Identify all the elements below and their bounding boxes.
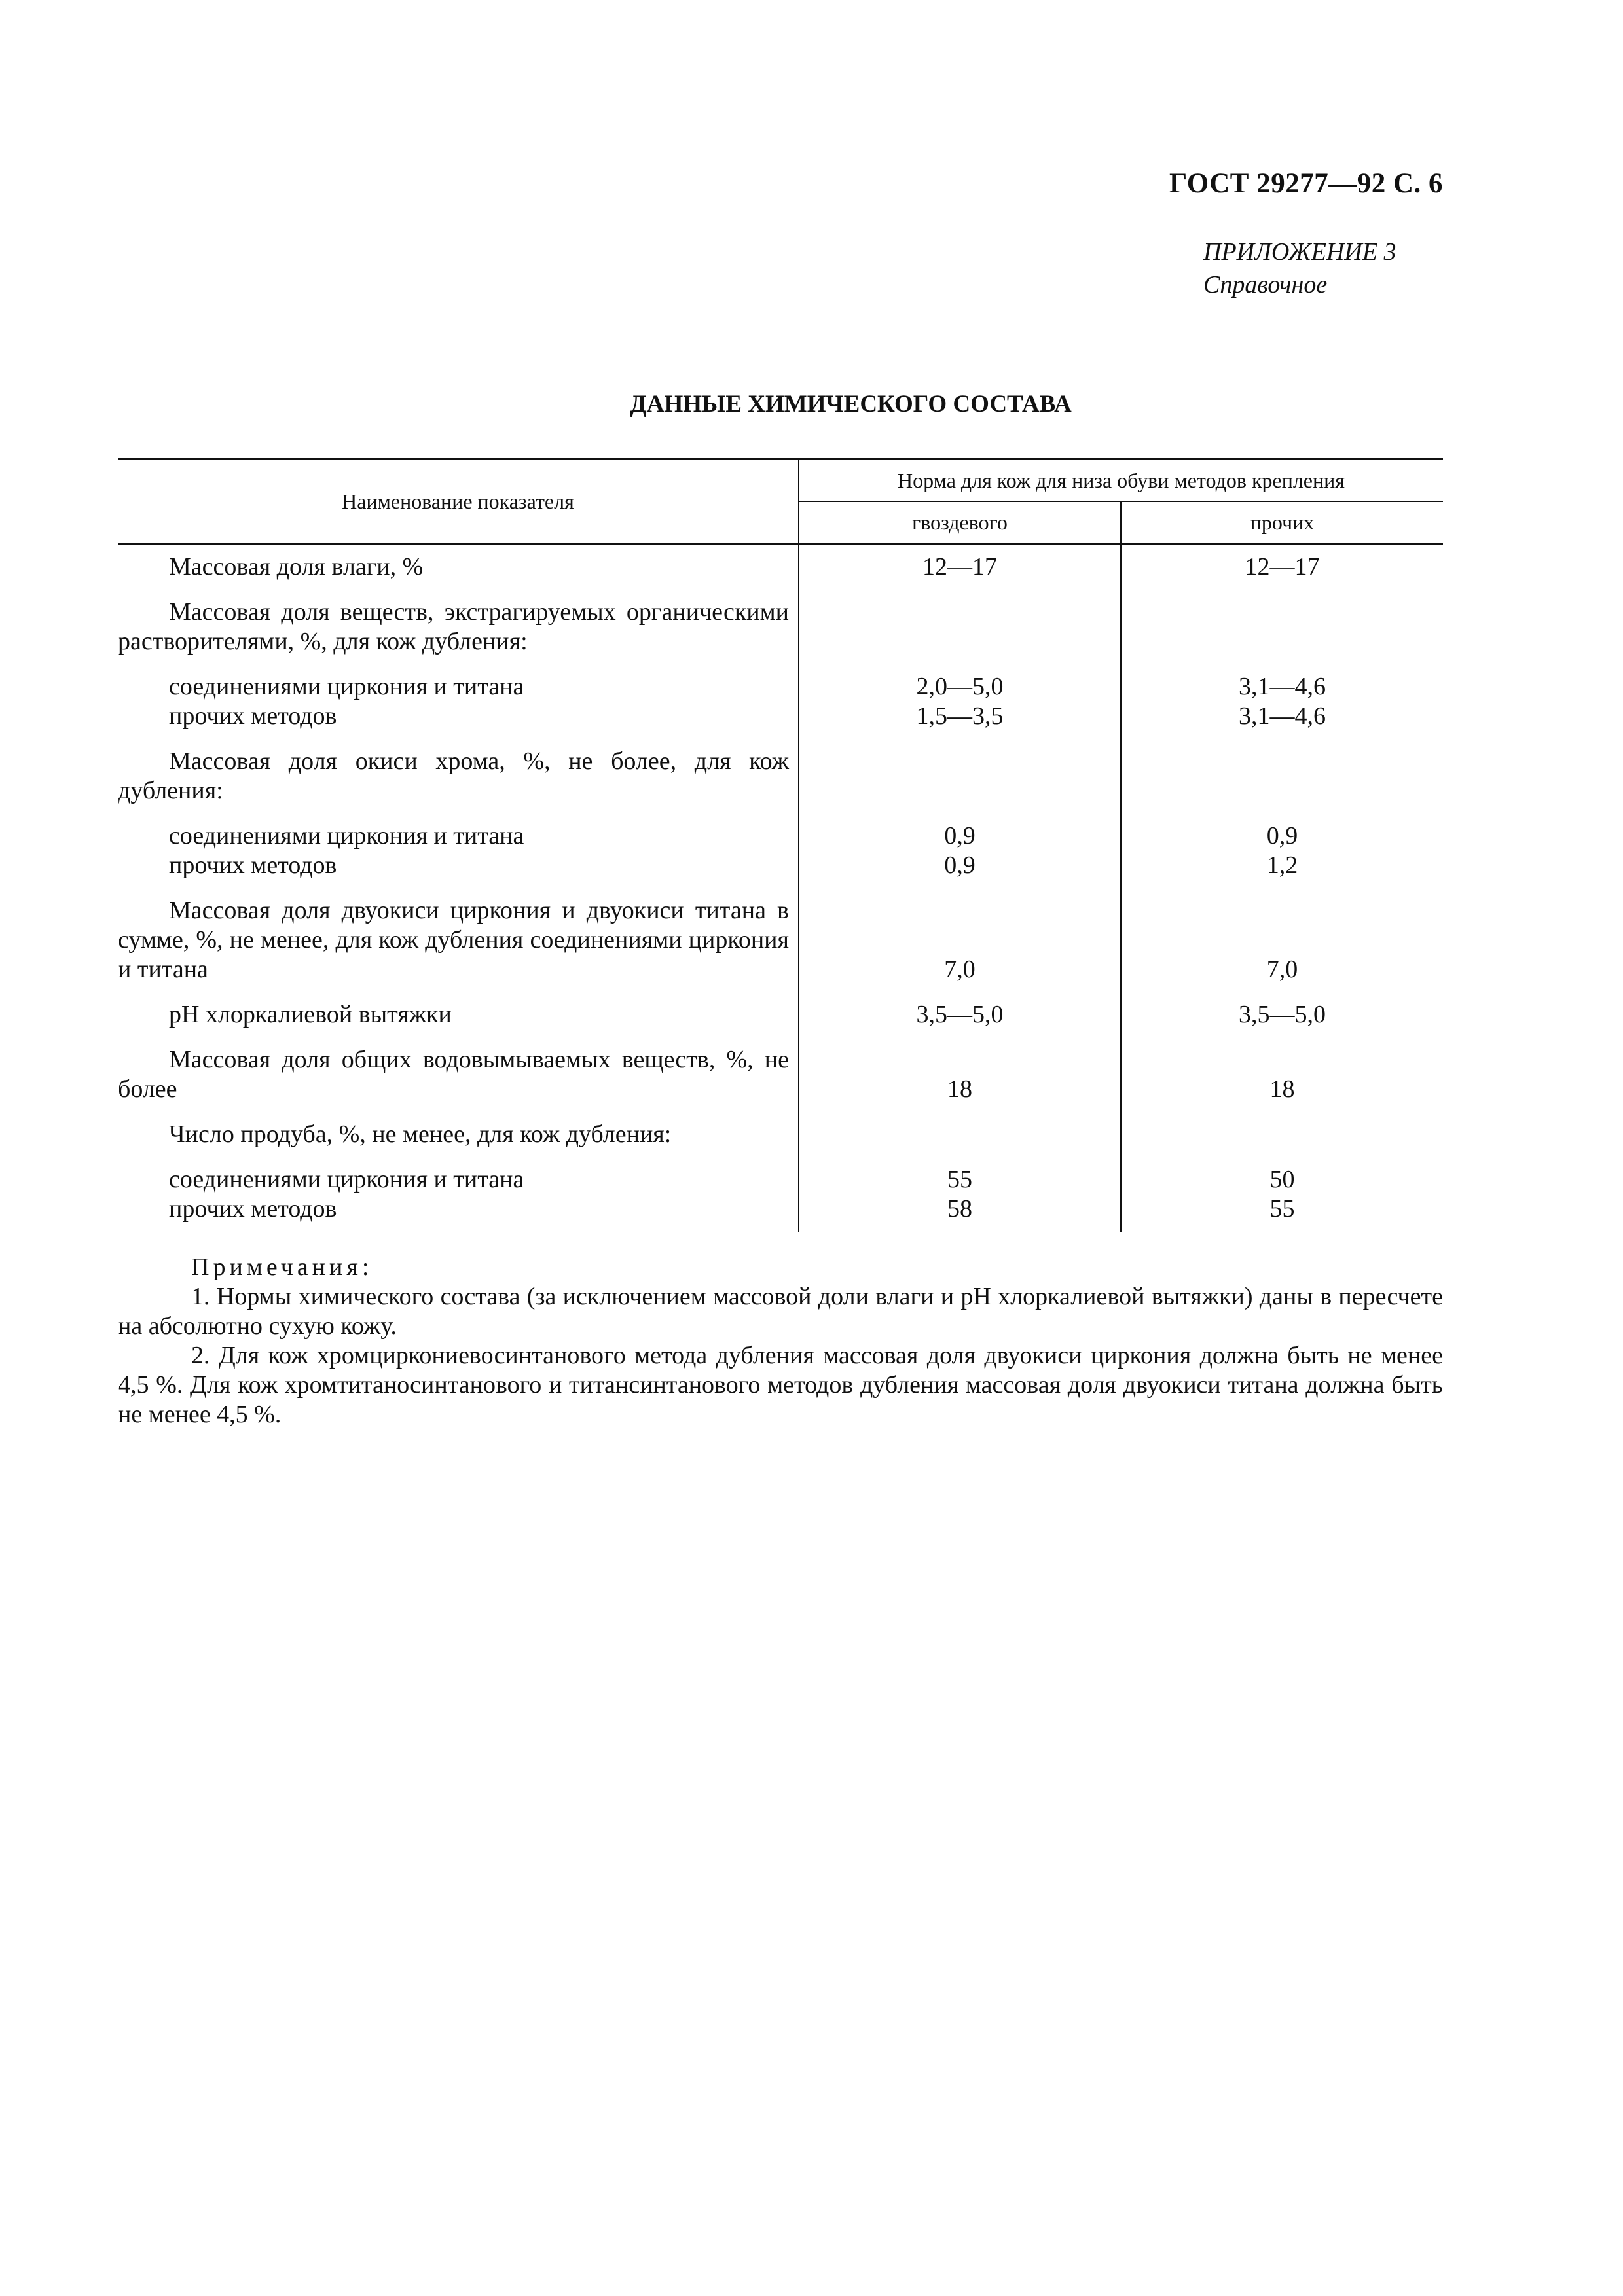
value-other: 3,1—4,6: [1239, 673, 1326, 700]
value-nail: 3,5—5,0: [799, 984, 1121, 1030]
appendix-type: Справочное: [1203, 271, 1328, 298]
indicator-name: прочих методов: [169, 1195, 337, 1223]
value-nail: [799, 731, 1121, 806]
indicator-name: Массовая доля общих водовымываемых веществ, %, не более: [118, 1046, 789, 1103]
column-header-nail: гвоздевого: [799, 501, 1121, 544]
indicator-name: Число продуба, %, не менее, для кож дубления:: [169, 1121, 672, 1148]
indicator-name: Массовая доля влаги, %: [169, 553, 424, 581]
value-other: [1121, 731, 1443, 806]
value-other: 50: [1269, 1166, 1295, 1193]
table-row: [118, 1194, 1443, 1232]
column-header-other: прочих: [1121, 501, 1443, 544]
value-other: 55: [1269, 1195, 1295, 1223]
indicator-name: прочих методов: [169, 852, 337, 879]
note-item: 1. Нормы химического состава (за исключением массовой доли влаги и pH хлоркалиевой вытяжки) даны в пересчете на абсолютно сухую кожу.: [118, 1283, 1443, 1340]
value-other: [1121, 582, 1443, 656]
table-row: [118, 851, 1443, 880]
indicator-name: pH хлоркалиевой вытяжки: [169, 1001, 452, 1028]
indicator-name: прочих методов: [169, 702, 337, 730]
value-nail: 0,9: [799, 851, 1121, 880]
value-nail: 55: [799, 1149, 1121, 1194]
indicator-name: соединениями циркония и титана: [169, 673, 524, 700]
value-other: 1,2: [1266, 852, 1298, 879]
indicator-name: Массовая доля двуокиси циркония и двуокиси титана в сумме, %, не менее, для кож дубления соединениями циркония и титана: [118, 897, 789, 983]
value-nail: [799, 582, 1121, 656]
appendix-label: ПРИЛОЖЕНИЕ 3: [1203, 238, 1396, 266]
table-row: [118, 806, 1443, 851]
indicator-name: соединениями циркония и титана: [169, 1166, 524, 1193]
indicator-name: соединениями циркония и титана: [169, 822, 524, 850]
indicator-name: Массовая доля веществ, экстрагируемых органическими растворителями, %, для кож дубления:: [118, 598, 789, 655]
value-nail: 58: [799, 1194, 1121, 1232]
value-nail: 18: [799, 1030, 1121, 1104]
value-other: 12—17: [1245, 553, 1320, 581]
notes-title: Примечания:: [191, 1253, 373, 1281]
value-other: 18: [1269, 1075, 1295, 1103]
value-nail: 0,9: [799, 806, 1121, 851]
value-other: 7,0: [1266, 956, 1298, 983]
column-header-indicator: Наименование показателя: [118, 459, 799, 544]
notes-section: [118, 1253, 1443, 1429]
value-nail: 7,0: [799, 880, 1121, 984]
column-header-norm-group: Норма для кож для низа обуви методов крепления: [799, 459, 1443, 502]
table-row: [118, 1030, 1443, 1104]
document-title: ДАННЫЕ ХИМИЧЕСКОГО СОСТАВА: [630, 391, 1072, 418]
indicator-name: Массовая доля окиси хрома, %, не более, для кож дубления:: [118, 747, 789, 804]
chemical-composition-table: [118, 458, 1443, 1232]
appendix-block: [1203, 236, 1396, 301]
table-row: [118, 731, 1443, 806]
value-other: 3,5—5,0: [1239, 1001, 1326, 1028]
table-row: [118, 582, 1443, 656]
value-nail: 12—17: [799, 544, 1121, 583]
value-nail: [799, 1104, 1121, 1149]
table-row: [118, 880, 1443, 984]
table-row: [118, 1104, 1443, 1149]
table-row: [118, 544, 1443, 583]
table-row: [118, 984, 1443, 1030]
table-row: [118, 1149, 1443, 1194]
table-row: [118, 702, 1443, 731]
value-other: 0,9: [1266, 822, 1298, 850]
table-row: [118, 656, 1443, 702]
note-item: 2. Для кож хромциркониевосинтанового метода дубления массовая доля двуокиси циркония должна быть не менее 4,5 %. Для кож хромтитаносинтанового и титансинтанового методов дубления массовая доля двуокиси титана должна быть не менее 4,5 %.: [118, 1342, 1443, 1428]
value-nail: 2,0—5,0: [799, 656, 1121, 702]
page-header: ГОСТ 29277—92 С. 6: [1169, 168, 1443, 199]
value-other: [1121, 1104, 1443, 1149]
value-nail: 1,5—3,5: [799, 702, 1121, 731]
value-other: 3,1—4,6: [1239, 702, 1326, 730]
